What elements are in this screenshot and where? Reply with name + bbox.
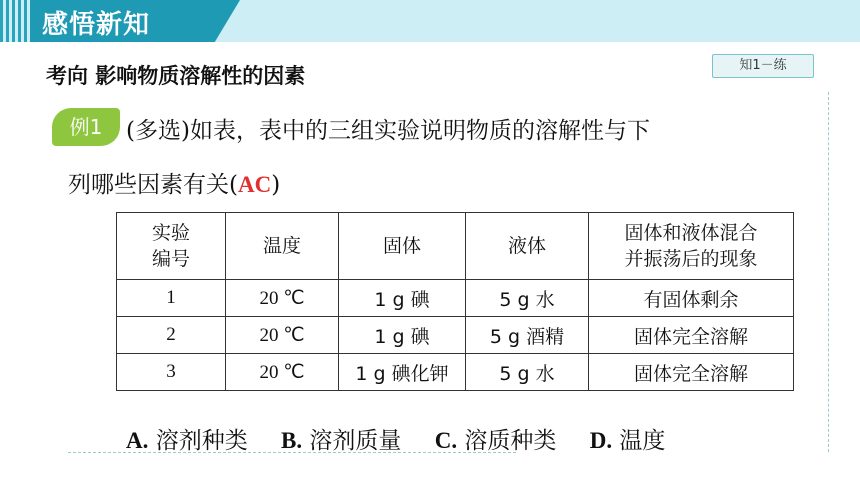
header-liquid: 液体	[466, 213, 589, 280]
cell-solid: 1 g 碘	[339, 317, 466, 354]
table-row	[117, 354, 794, 391]
header-id: 实验 编号	[117, 213, 226, 280]
question-line-2	[68, 166, 280, 199]
cell-id: 2	[117, 317, 226, 354]
cell-solid: 1 g 碘	[339, 280, 466, 317]
question-line-2-close: )	[271, 172, 281, 198]
example-badge: 例1	[52, 108, 120, 146]
answer-text: AC	[237, 172, 272, 197]
cell-solid: 1 g 碘化钾	[339, 354, 466, 391]
banner-stripes	[0, 0, 32, 42]
topic-heading: 考向 影响物质溶解性的因素	[46, 64, 306, 88]
table-row	[117, 280, 794, 317]
cell-result: 固体完全溶解	[589, 317, 794, 354]
cell-liquid: 5 g 酒精	[466, 317, 589, 354]
option-a[interactable]: A. 溶剂种类	[126, 428, 248, 454]
option-b[interactable]: B. 溶剂质量	[281, 428, 402, 454]
right-divider	[828, 92, 829, 452]
header-temp: 温度	[226, 213, 339, 280]
cell-temp: 20 ℃	[226, 354, 339, 391]
cell-temp: 20 ℃	[226, 280, 339, 317]
cell-id: 3	[117, 354, 226, 391]
bottom-divider	[68, 452, 516, 453]
question-line-1: (多选)如表，表中的三组实验说明物质的溶解性与下	[126, 118, 650, 144]
option-c[interactable]: C. 溶质种类	[434, 428, 557, 454]
answer-options	[126, 422, 691, 455]
table-row	[117, 317, 794, 354]
question-line-2-text: 列哪些因素有关(	[68, 172, 238, 198]
cell-temp: 20 ℃	[226, 317, 339, 354]
cell-result: 有固体剩余	[589, 280, 794, 317]
experiment-table	[116, 212, 794, 391]
cell-liquid: 5 g 水	[466, 280, 589, 317]
cell-result: 固体完全溶解	[589, 354, 794, 391]
option-d[interactable]: D. 温度	[589, 428, 666, 454]
table-header-row	[117, 213, 794, 280]
header-result: 固体和液体混合 并振荡后的现象	[589, 213, 794, 280]
header-solid: 固体	[339, 213, 466, 280]
practice-tag[interactable]: 知1－练	[712, 54, 814, 78]
section-title: 感悟新知	[42, 10, 151, 40]
cell-liquid: 5 g 水	[466, 354, 589, 391]
cell-id: 1	[117, 280, 226, 317]
